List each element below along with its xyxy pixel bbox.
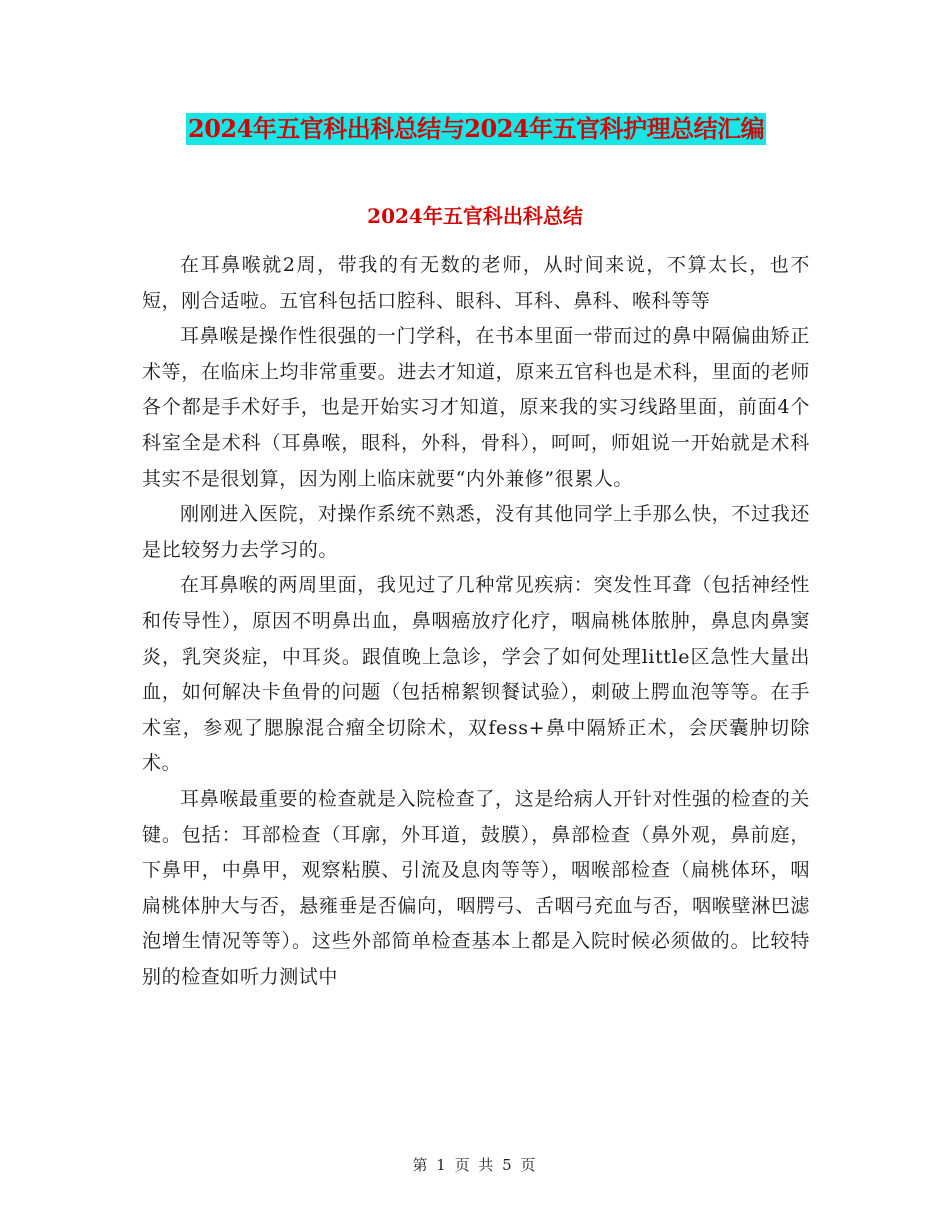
paragraph: 在耳鼻喉就2周，带我的有无数的老师，从时间来说，不算太长，也不短，刚合适啦。五官科包括口腔科、眼科、耳科、鼻科、喉科等等 xyxy=(142,254,810,312)
section-title: 2024年五官科出科总结 xyxy=(367,204,583,228)
paragraph: 耳鼻喉最重要的检查就是入院检查了，这是给病人开针对性强的检查的关键。包括：耳部检查（耳廓，外耳道，鼓膜），鼻部检查（鼻外观，鼻前庭，下鼻甲，中鼻甲，观察粘膜、引流及息肉等等），咽喉部检查（扁桃体环，咽扁桃体肿大与否，悬雍垂是否偏向，咽腭弓、舌咽弓充血与否，咽喉壁淋巴滤泡增生情况等等）。这些外部简单检查基本上都是入院时候必须做的。比较特别的检查如听力测试中 xyxy=(142,787,810,988)
paragraph: 在耳鼻喉的两周里面，我见过了几种常见疾病：突发性耳聋（包括神经性和传导性），原因不明鼻出血，鼻咽癌放疗化疗，咽扁桃体脓肿，鼻息肉鼻窦炎，乳突炎症，中耳炎。跟值晚上急诊，学会了如何处理little区急性大量出血，如何解决卡鱼骨的问题（包括棉絮钡餐试验），刺破上腭血泡等等。在手术室，参观了腮腺混合瘤全切除术，双fess+鼻中隔矫正术，会厌囊肿切除术。 xyxy=(142,574,810,775)
body-text xyxy=(142,248,810,995)
page-number-footer: 第 1 页 共 5 页 xyxy=(412,1156,538,1174)
document-title: 2024年五官科出科总结与2024年五官科护理总结汇编 xyxy=(188,114,765,143)
paragraph: 刚刚进入医院，对操作系统不熟悉，没有其他同学上手那么快，不过我还是比较努力去学习的。 xyxy=(142,503,810,561)
paragraph: 耳鼻喉是操作性很强的一门学科，在书本里面一带而过的鼻中隔偏曲矫正术等，在临床上均非常重要。进去才知道，原来五官科也是术科，里面的老师各个都是手术好手，也是开始实习才知道，原来我的实习线路里面，前面4个科室全是术科（耳鼻喉，眼科，外科，骨科），呵呵，师姐说一开始就是术科其实不是很划算，因为刚上临床就要“内外兼修”很累人。 xyxy=(142,325,810,490)
